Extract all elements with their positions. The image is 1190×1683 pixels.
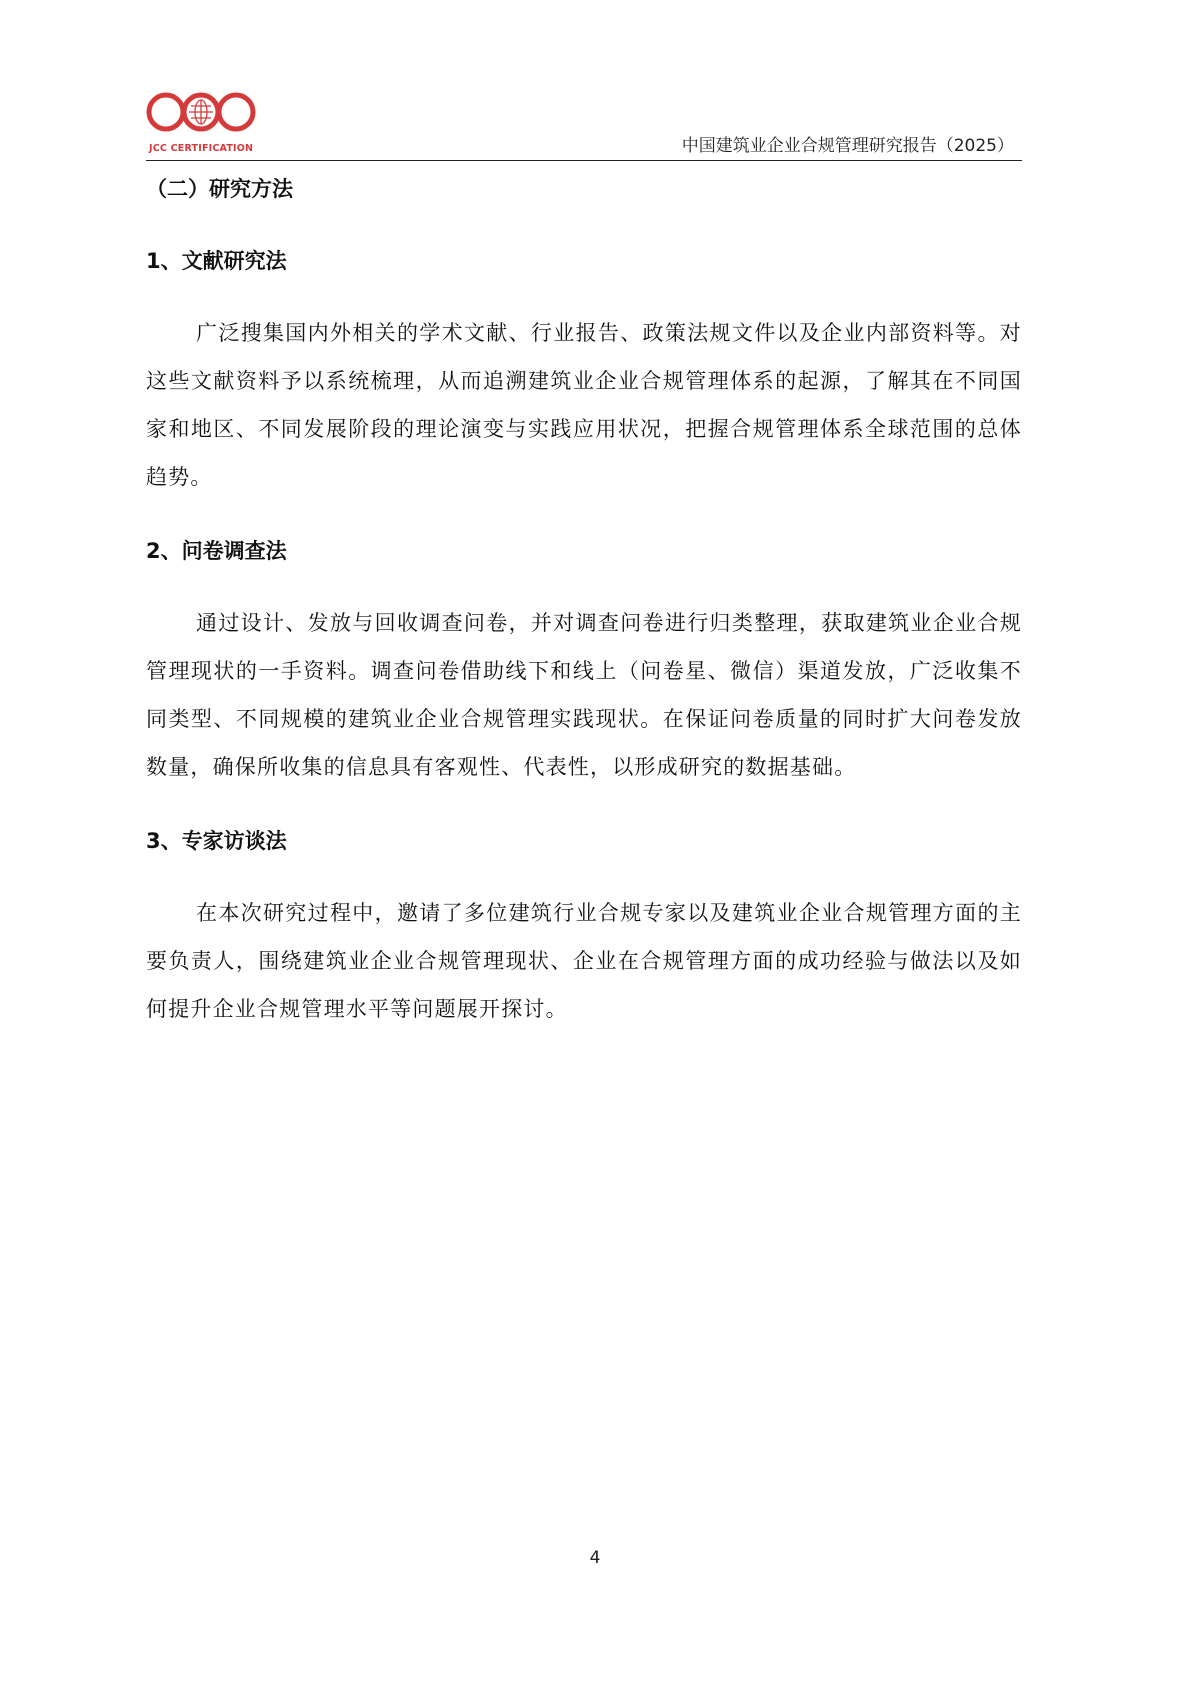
jcc-rings-logo-icon <box>146 88 256 140</box>
method-text-literature: 广泛搜集国内外相关的学术文献、行业报告、政策法规文件以及企业内部资料等。对这些文献资料予以系统梳理，从而追溯建筑业企业合规管理体系的起源，了解其在不同国家和地区、不同发展阶段的理论演变与实践应用状况，把握合规管理体系全球范围的总体趋势。 <box>146 321 1022 489</box>
method-title-interview: 3、专家访谈法 <box>146 829 287 853</box>
section-title: （二）研究方法 <box>146 177 293 201</box>
jcc-logo <box>146 88 256 158</box>
page-header <box>146 80 1022 161</box>
method-text-interview: 在本次研究过程中，邀请了多位建筑行业合规专家以及建筑业企业合规管理方面的主要负责人，围绕建筑业企业合规管理现状、企业在合规管理方面的成功经验与做法以及如何提升企业合规管理水平等问题展开探讨。 <box>146 901 1022 1021</box>
method-title-questionnaire: 2、问卷调查法 <box>146 539 287 563</box>
logo-text: JCC CERTIFICATION <box>149 143 254 154</box>
page-content <box>146 165 1022 1033</box>
method-title-literature: 1、文献研究法 <box>146 249 287 273</box>
report-title: 中国建筑业企业合规管理研究报告（2025） <box>681 136 1014 156</box>
method-text-questionnaire: 通过设计、发放与回收调查问卷，并对调查问卷进行归类整理，获取建筑业企业合规管理现状的一手资料。调查问卷借助线下和线上（问卷星、微信）渠道发放，广泛收集不同类型、不同规模的建筑业企业合规管理实践现状。在保证问卷质量的同时扩大问卷发放数量，确保所收集的信息具有客观性、代表性，以形成研究的数据基础。 <box>146 611 1022 779</box>
page-number: 4 <box>589 1548 601 1568</box>
